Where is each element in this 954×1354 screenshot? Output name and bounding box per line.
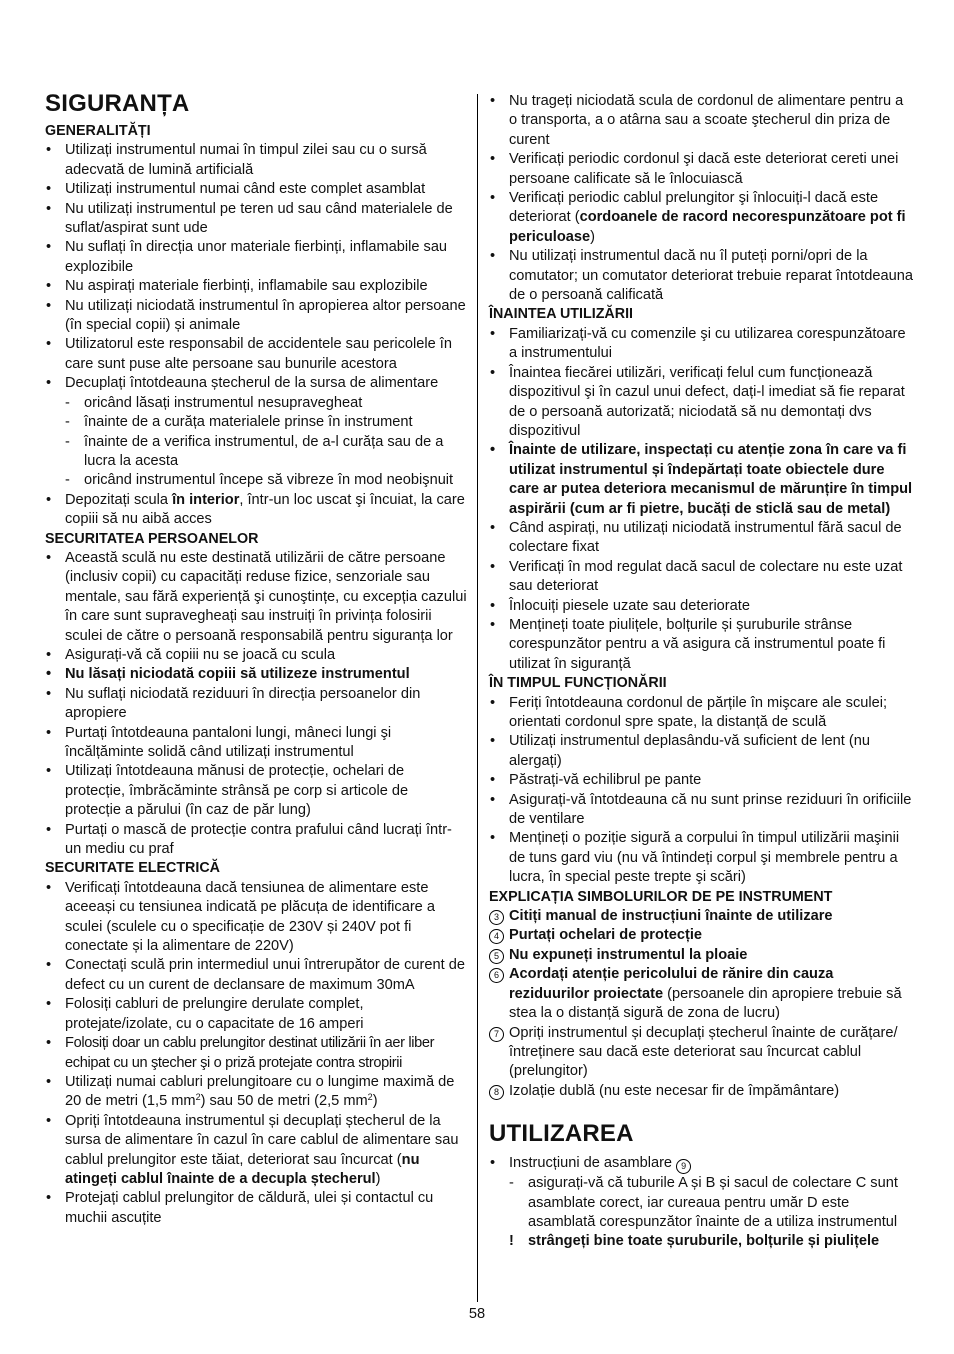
unplug-sublist — [65, 394, 467, 491]
list-item: • Verificați periodic cordonul şi dacă este deteriorat cereti unei persoane calificate să le înlocuiască — [489, 150, 913, 189]
symbol-bold-text: Acordați atenție pericolului de rănire din cauza reziduurilor proiectate — [509, 966, 834, 1002]
ext-pre: Verificați periodic cablul prelungitor şi înlocuiți-l dacă este deteriorat ( — [509, 190, 879, 226]
list-item: • Utilizați întotdeauna mănusi de protecție, ochelari de protecție, îmbrăcăminte strânsă pe corp si articole de protecție a părului (în caz de păr lung) — [45, 762, 467, 820]
sub-item: - oricând lăsați instrumentul nesupravegheat — [65, 394, 467, 413]
circled-number-icon: 4 — [489, 929, 504, 944]
cord-list — [489, 92, 913, 305]
circled-number-icon: 6 — [489, 968, 504, 983]
list-item: • Familiarizați-vă cu comenzile şi cu utilizarea corespunzătoare a instrumentului — [489, 325, 913, 364]
cut-cable-bold: nu atingeți cablul înainte de a decupla ștecherul — [65, 1151, 420, 1187]
cable-length-a: Utilizați numai cabluri prelungitoare cu o lungime maximă de 20 de metri (1,5 mm — [65, 1073, 455, 1110]
list-item — [45, 1073, 467, 1112]
symbol-item-goggles — [489, 926, 913, 945]
section-title-safety: SIGURANȚA — [45, 90, 190, 117]
heading-general: GENERALITĂȚI — [45, 123, 151, 139]
circled-number-icon: 5 — [489, 949, 504, 964]
list-item: • Verificați în mod regulat dacă sacul de colectare nu este uzat sau deteriorat — [489, 558, 913, 597]
right-column — [489, 92, 913, 1252]
use-list — [489, 1154, 913, 1252]
heading-symbols: EXPLICAȚIA SIMBOLURILOR DE PE INSTRUMENT — [489, 888, 833, 905]
list-item: • Înaintea fiecărei utilizări, verificați felul cum funcționează dispozitivul şi în cazul unui defect, dați-l imediat să fie reparat de o persoană autorizată; niciodată să nu demontați dvs dispozitivul — [489, 364, 913, 442]
list-item: • Când aspirați, nu utilizați niciodată instrumentul fără sacul de colectare fixat — [489, 519, 913, 558]
list-item-storage — [45, 491, 467, 530]
heading-personal: SECURITATEA PERSOANELOR — [45, 530, 259, 547]
cut-cable-a: Opriți întotdeauna instrumentul și decuplați ștecherul de la sursa de alimentare în cazul în care cablul de alimentare sau cablul prelungitor este tăiat, deteriorat sau încurcat ( — [65, 1112, 459, 1168]
ext-bold: cordoanele de racord necorespunzătoare pot fi periculoase — [509, 209, 906, 245]
symbol-item-unplug — [489, 1024, 913, 1082]
left-column — [45, 90, 467, 1228]
list-item-unplug — [45, 374, 467, 490]
superscript: 2 — [195, 1092, 201, 1103]
sub-item: - oricând instrumentul începe să vibreze în mod neobişnuit — [65, 471, 467, 490]
list-item: • Nu suflați în direcția unor materiale fierbinți, inflamabile sau explozibile — [45, 238, 467, 277]
list-item: • Nu suflați niciodată reziduuri în direcția persoanelor din apropiere — [45, 685, 467, 724]
list-item: • Mențineți o poziție sigură a corpului în timpul utilizării maşinii de tuns gard viu (nu vă întindeți corpul şi membrele pentru a lucra, în special peste trepte şi scări) — [489, 829, 913, 887]
list-item: • Mențineți toate piulițele, bolțurile și șuruburile strânse corespunzător pentru a vă asigura că instrumentul poate fi utilizat în siguranță — [489, 616, 913, 674]
assembly-sublist — [509, 1174, 913, 1232]
list-item: • Înlocuiți piesele uzate sau deteriorate — [489, 597, 913, 616]
list-item: • Verificați întotdeauna dacă tensiunea de alimentare este aceeași cu tensiunea indicată pe plăcuța de identificare a sculei (sculele cu o specificație de 230V și 240V pot fi conectate și la alimentare de 220V) — [45, 879, 467, 957]
assembly-warning-list — [509, 1232, 913, 1251]
list-item: • Nu aspirați materiale fierbinți, inflamabile sau explozibile — [45, 277, 467, 296]
list-item: • Feriți întotdeauna cordonul de părțile în mişcare ale sculei; orientati cordonul spre spate, la distanță de sculă — [489, 694, 913, 733]
before-use-list — [489, 325, 913, 674]
list-item — [45, 1112, 467, 1190]
personal-list — [45, 549, 467, 860]
list-item — [489, 189, 913, 247]
ext-post: ) — [590, 228, 595, 245]
cable-length-b: ) sau 50 de metri (2,5 mm — [200, 1093, 368, 1110]
heading-during-operation: ÎN TIMPUL FUNCȚIONĂRII — [489, 675, 667, 692]
heading-before-use: ÎNAINTEA UTILIZĂRII — [489, 306, 634, 323]
list-item: • Nu utilizați niciodată instrumentul în apropierea altor persoane (în special copii) și animale — [45, 297, 467, 336]
symbol-text: Purtați ochelari de protecție — [509, 927, 703, 944]
list-item: • Utilizați instrumentul numai când este complet asamblat — [45, 180, 467, 199]
list-item: • Purtați întotdeauna pantaloni lungi, mâneci lungi şi încălțăminte solidă când utilizați instrumentul — [45, 724, 467, 763]
general-list — [45, 141, 467, 529]
sub-item: - înainte de a curăța materialele prinse în instrument — [65, 413, 467, 432]
list-item: • Utilizatorul este responsabil de accidentele sau pericolele în care sunt puse alte persoane sau bunurile acestora — [45, 335, 467, 374]
list-item: • Utilizați instrumentul numai în timpul zilei sau cu o sursă adecvată de lumină artificială — [45, 141, 467, 180]
list-item: • Purtați o mască de protecție contra prafului când lucrați într-un mediu cu praf — [45, 821, 467, 860]
list-item: • Nu utilizați instrumentul dacă nu îl puteți porni/opri de la comutator; un comutator deteriorat trebuie reparat întotdeauna de o persoană calificată — [489, 247, 913, 305]
symbol-item-insulation — [489, 1082, 913, 1101]
list-item: • Nu lăsați niciodată copiii să utilizeze instrumentul — [45, 665, 467, 684]
list-item: • Asigurați-vă că copiii nu se joacă cu scula — [45, 646, 467, 665]
list-item: • Folosiți cabluri de prelungire derulate complet, protejate/izolate, cu o capacitate de 16 amperi — [45, 995, 467, 1034]
list-item: • Conectați sculă prin intermediul unui întrerupător de curent de defect cu un curent de declansare de maximum 30mA — [45, 956, 467, 995]
column-divider — [477, 94, 478, 1302]
list-item: • Folosiți doar un cablu prelungitor destinat utilizării în aer liber echipat cu un ştecher şi o priză protejate contra stropirii — [45, 1034, 467, 1073]
list-item: • Înainte de utilizare, inspectați cu atenție zona în care va fi utilizat instrumentul și îndepărtați toate obiectele dure care ar putea deteriora mecanismul de mărunțire în timpul aspirării (cum ar fi pietre, bucăți de sticlă sau de metal) — [489, 441, 913, 519]
assembly-text: Instrucțiuni de asamblare — [509, 1155, 677, 1172]
symbol-item-debris — [489, 965, 913, 1023]
sub-item: - înainte de a verifica instrumentul, de a-l curăța sau de a lucra la acesta — [65, 433, 467, 472]
store-post: , într-un loc uscat şi încuiat, la care copiii să nu aibă acces — [65, 491, 465, 528]
heading-electrical: SECURITATE ELECTRICĂ — [45, 860, 221, 877]
cut-cable-c: ) — [375, 1170, 381, 1187]
symbol-item-rain — [489, 946, 913, 965]
symbol-text: (persoanele din apropiere trebuie să stea la o distanță sigură de zona de lucru) — [509, 985, 902, 1022]
list-item: • Asigurați-vă întotdeauna că nu sunt prinse reziduuri în orificiile de ventilare — [489, 791, 913, 830]
during-list — [489, 694, 913, 888]
store-pre: Depozitați scula — [65, 491, 173, 508]
symbol-text: Opriți instrumentul și decuplați ștecherul înainte de curățare/întreținere sau dacă este deteriorat sau încurcat cablul (prelungitor) — [509, 1024, 898, 1080]
list-item: • Această sculă nu este destinată utilizării de către persoane (inclusiv copii) cu capacități reduse fizice, senzoriale sau mentale, sau fără experiență şi cunoştințe, cu excepția cazului în care sunt supravegheați sau instruiți în privința folosirii sculei de către o persoană responsabilă pentru siguranța lor — [45, 549, 467, 646]
section-title-use: UTILIZAREA — [489, 1120, 634, 1148]
circled-number-icon: 9 — [676, 1159, 691, 1174]
superscript: 2 — [367, 1092, 373, 1103]
list-item: • Utilizați instrumentul deplasându-vă suficient de lent (nu alergați) — [489, 732, 913, 771]
circled-number-icon: 3 — [489, 910, 504, 925]
circled-number-icon: 7 — [489, 1027, 504, 1042]
symbol-text: Nu expuneți instrumentul la ploaie — [509, 946, 748, 963]
list-item: • Nu utilizați instrumentul pe teren ud sau când materialele de suflat/aspirat sunt ude — [45, 200, 467, 239]
symbol-text: Izolație dublă (nu este necesar fir de împământare) — [509, 1082, 840, 1099]
electrical-list — [45, 879, 467, 1228]
list-item-assembly — [489, 1154, 913, 1252]
store-bold: în interior — [172, 491, 240, 508]
symbol-list — [489, 907, 913, 1101]
sub-item: - asigurați-vă că tuburile A și B și sacul de colectare C sunt asamblate corect, iar cureaua pentru umăr D este asamblată corespunzător înainte de a utiliza instrumentul — [509, 1174, 913, 1232]
symbol-item-manual — [489, 907, 913, 926]
cable-length-c: ) — [372, 1093, 378, 1110]
warning-item: ! strângeți bine toate șuruburile, bolțurile și piulițele — [509, 1232, 913, 1251]
page-number: 58 — [468, 1306, 486, 1322]
circled-number-icon: 8 — [489, 1085, 504, 1100]
symbol-text: Citiți manual de instrucțiuni înainte de utilizare — [509, 908, 833, 925]
unplug-text: Decuplați întotdeauna ștecherul de la sursa de alimentare — [65, 375, 439, 392]
list-item: • Protejați cablul prelungitor de căldură, ulei și contactul cu muchii ascuțite — [45, 1189, 467, 1228]
list-item: • Păstrați-vă echilibrul pe pante — [489, 771, 913, 790]
list-item: • Nu trageți niciodată scula de cordonul de alimentare pentru a o transporta, a o atârna sau a scoate ştecherul din priza de curent — [489, 92, 913, 150]
